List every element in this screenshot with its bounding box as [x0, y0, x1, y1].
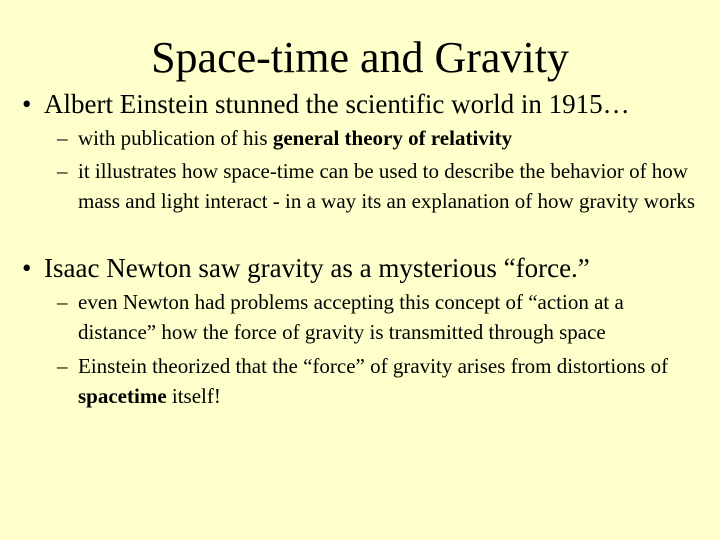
sub-bullet-text: even Newton had problems accepting this concept of “action at a distance” how the force of gravity is transmitted through space [78, 290, 624, 344]
sub-bullet-text-pre: Einstein theorized that the “force” of gravity arises from distortions of [78, 354, 669, 378]
sub-bullet-text: it illustrates how space-time can be used to describe the behavior of how mass and light interact - in a way its an explanation of how gravity works [78, 159, 696, 213]
bullet-text: Albert Einstein stunned the scientific world in 1915… [44, 89, 630, 119]
sub-bullet-marker: – [57, 354, 68, 378]
sub-bullet-text [78, 351, 703, 411]
bullet-text: Isaac Newton saw gravity as a mysterious “force.” [44, 253, 590, 283]
sub-bullet-marker: – [57, 159, 68, 183]
sub-bullet-text-post: itself! [166, 384, 221, 408]
sub-bullet-marker: – [57, 290, 68, 314]
emphasis-general-relativity: general theory of relativity [272, 126, 513, 150]
slide-title: Space-time and Gravity [151, 33, 569, 82]
bullet-marker: • [22, 89, 32, 119]
sub-bullet-text-pre: with publication of his [78, 126, 273, 150]
sub-bullet-text [78, 123, 703, 153]
emphasis-spacetime: spacetime [78, 384, 167, 408]
bullet-marker: • [22, 253, 32, 283]
sub-bullet-marker: – [57, 126, 68, 150]
